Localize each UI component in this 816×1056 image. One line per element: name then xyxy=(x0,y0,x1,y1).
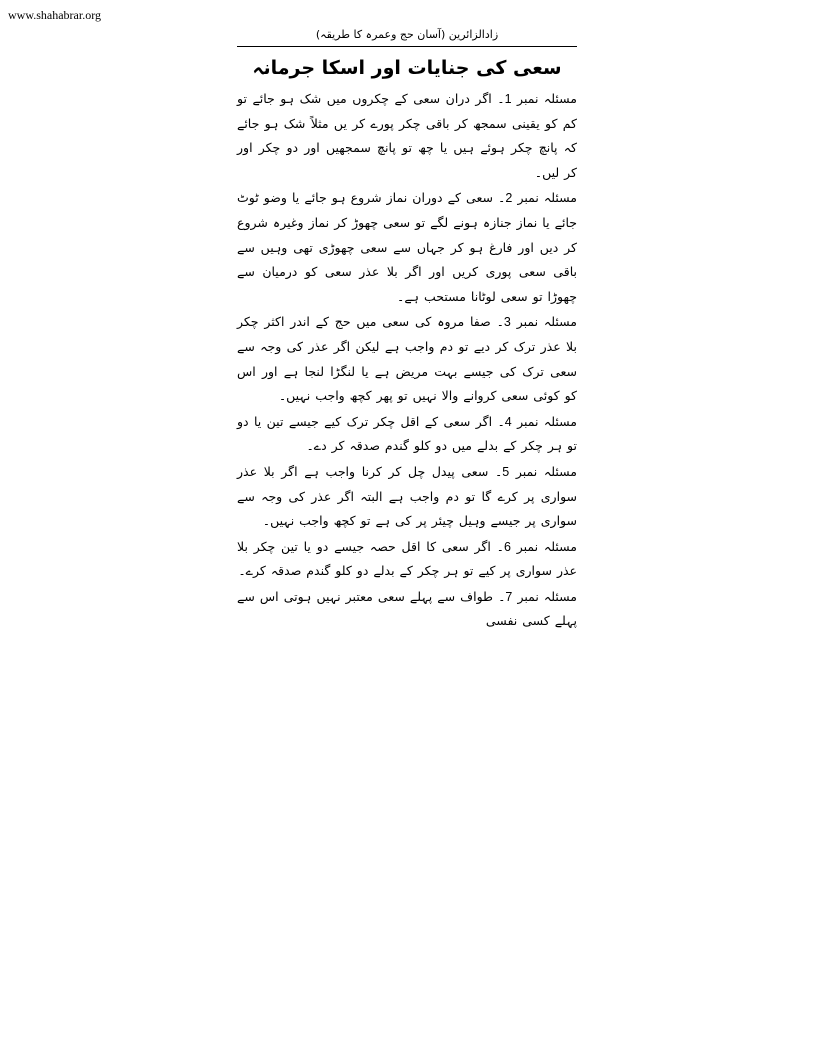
masala-number: 1 xyxy=(504,92,512,106)
masala-label: مسئلہ نمبر xyxy=(517,413,577,429)
masala-text: ۔ اگر سعی کا اقل حصہ جیسے دو یا تین چکر بلا عذر سواری پر کیے تو ہر چکر کے بدلے دو کلو گندم صدقہ کرے۔ xyxy=(237,538,577,579)
masala-text: ۔ سعی پیدل چل کر کرنا واجب ہے اگر بلا عذر سواری پر کرے گا تو دم واجب ہے البتہ اگر عذر کی وجہ سے سواری پر جیسے وہیل چیئر پر کی ہے تو کچھ واجب نہیں۔ xyxy=(237,463,577,529)
running-header: زادالزائرین (آسان حج وعمرہ کا طریقہ) xyxy=(237,26,577,47)
masala-number: 7 xyxy=(505,589,513,604)
masala-1 xyxy=(237,87,577,185)
site-url-watermark: www.shahabrar.org xyxy=(8,8,101,22)
masala-6 xyxy=(237,535,577,584)
masala-number: 5 xyxy=(502,464,510,479)
masala-number: 4 xyxy=(504,414,512,429)
masala-text: ۔ صفا مروہ کی سعی میں حج کے اندر اکثر چکر بلا عذر ترک کر دیے تو دم واجب ہے لیکن اگر عذر کی وجہ سے سعی ترک کی جیسے بہت مریض ہے یا لنگڑا لنجا ہے اور اس کو کوئی سعی کروانے والا نہیں تو پھر کچھ واجب نہیں۔ xyxy=(237,314,577,404)
masala-7 xyxy=(237,585,577,634)
masala-text: ۔ اگر سعی کے اقل چکر ترک کیے جیسے تین یا دو تو ہر چکر کے بدلے میں دو کلو گندم صدقہ کر دے۔ xyxy=(237,413,577,454)
masala-text: ۔ سعی کے دوران نماز شروع ہو جائے یا وضو ٹوٹ جائے یا نماز جنازہ ہونے لگے تو سعی چھوڑ کر نماز وغیرہ شروع کر دیں اور فارغ ہو کر جہاں سے سعی چھوڑی تھی وہیں سے باقی سعی پوری کریں اور اگر بلا عذر سعی کو درمیان سے چھوڑا تو سعی لوٹانا مستحب ہے۔ xyxy=(237,190,577,304)
masala-text: ۔ اگر دران سعی کے چکروں میں شک ہو جائے تو کم کو یقینی سمجھ کر باقی چکر پورے کر یں مثلاً شک ہو جائے کہ پانچ چکر ہوئے ہیں یا چھ تو پانچ سمجھیں اور دو چکر اور کر لیں۔ xyxy=(237,91,577,180)
masala-number: 6 xyxy=(503,539,511,554)
masala-label: مسئلہ نمبر xyxy=(516,538,577,554)
masala-label: مسئلہ نمبر xyxy=(517,588,577,604)
masala-2 xyxy=(237,186,577,309)
masala-number: 3 xyxy=(503,315,511,330)
masala-label: مسئلہ نمبر xyxy=(516,314,577,330)
masala-3 xyxy=(237,310,577,408)
section-title: سعی کی جنایات اور اسکا جرمانہ xyxy=(252,57,562,79)
document-page xyxy=(237,26,577,635)
masala-text: ۔ طواف سے پہلے سعی معتبر نہیں ہوتی اس سے پہلے کسی نفسی xyxy=(237,588,577,629)
masala-label: مسئلہ نمبر xyxy=(517,91,578,106)
masala-label: مسئلہ نمبر xyxy=(517,190,577,206)
masala-5 xyxy=(237,460,577,534)
masala-4 xyxy=(237,410,577,459)
masala-label: مسئلہ نمبر xyxy=(515,463,577,479)
masala-number: 2 xyxy=(505,191,513,206)
